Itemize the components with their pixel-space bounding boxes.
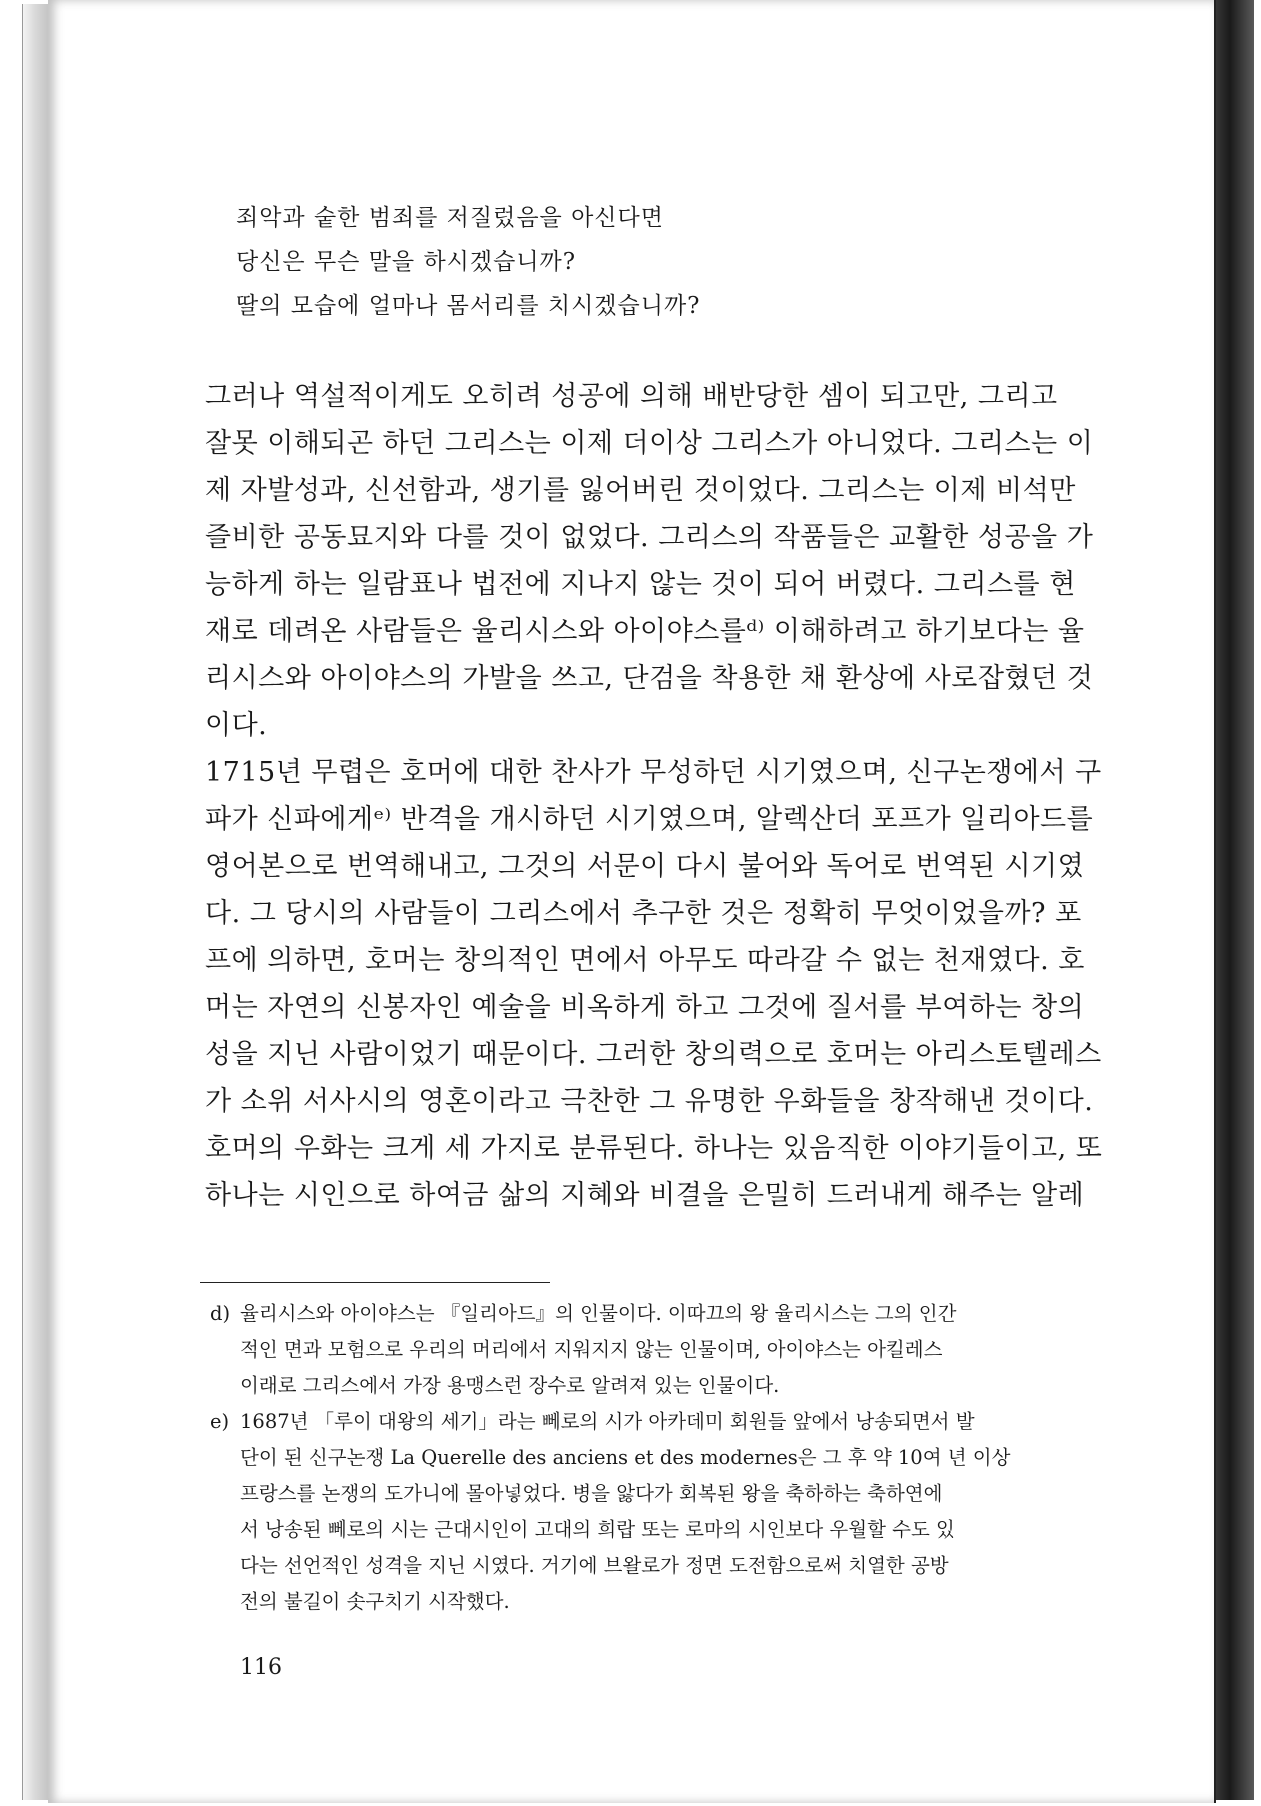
body-line: 프에 의하면, 호머는 창의적인 면에서 아무도 따라갈 수 없는 천재였다. 호: [205, 945, 1085, 976]
body-line: 하나는 시인으로 하여금 삶의 지혜와 비결을 은밀히 드러내게 해주는 알레: [205, 1180, 1085, 1211]
body-paragraphs: [205, 373, 1125, 1219]
book-spine-edge-right: [1214, 0, 1254, 1800]
poem-quote: [236, 196, 701, 328]
footnote-d-line: 이래로 그리스에서 가장 용맹스런 장수로 알려져 있는 인물이다.: [240, 1374, 780, 1397]
body-line: 가 소위 서사시의 영혼이라고 극찬한 그 유명한 우화들을 창작해낸 것이다.: [205, 1086, 1094, 1117]
body-line: 능하게 하는 일람표나 법전에 지나지 않는 것이 되어 버렸다. 그리스를 현: [205, 569, 1076, 600]
footnote-e-line: [210, 1404, 1130, 1440]
body-line: 1715년 무렵은 호머에 대한 찬사가 무성하던 시기였으며, 신구논쟁에서 구: [205, 757, 1102, 788]
footnote-d-line: [210, 1296, 1130, 1332]
footnotes: [210, 1296, 1130, 1620]
body-line: 제 자발성과, 신선함과, 생기를 잃어버린 것이었다. 그리스는 이제 비석만: [205, 475, 1076, 506]
poem-line: 당신은 무슨 말을 하시겠습니까?: [236, 249, 577, 275]
body-line: 영어본으로 번역해내고, 그것의 서문이 다시 불어와 독어로 번역된 시기였: [205, 851, 1085, 882]
footnote-e-line: 단이 된 신구논쟁 La Querelle des anciens et des modernes은 그 후 약 10여 년 이상: [240, 1446, 1011, 1469]
poem-line: 딸의 모습에 얼마나 몸서리를 치시겠습니까?: [236, 293, 701, 319]
footnote-e-line: 다는 선언적인 성격을 지닌 시였다. 거기에 브왈로가 정면 도전함으로써 치열한 공방: [240, 1554, 949, 1577]
body-line: 리시스와 아이야스의 가발을 쓰고, 단검을 착용한 채 환상에 사로잡혔던 것: [205, 663, 1094, 694]
body-line: 호머의 우화는 크게 세 가지로 분류된다. 하나는 있음직한 이야기들이고, 또: [205, 1133, 1103, 1164]
body-line: 이다.: [205, 710, 268, 741]
footnote-e-line: 서 낭송된 뻬로의 시는 근대시인이 고대의 희랍 또는 로마의 시인보다 우월할 수도 있: [240, 1518, 955, 1541]
footnote-text: 율리시스와 아이야스는 『일리아드』의 인물이다. 이따끄의 왕 율리시스는 그의 인간: [240, 1302, 957, 1325]
poem-line: 죄악과 숱한 범죄를 저질렀음을 아신다면: [236, 205, 664, 231]
body-line: 파가 신파에게ᵉ⁾ 반격을 개시하던 시기였으며, 알렉산더 포프가 일리아드를: [205, 804, 1094, 835]
body-line: 성을 지닌 사람이었기 때문이다. 그러한 창의력으로 호머는 아리스토텔레스: [205, 1039, 1102, 1070]
body-line: 잘못 이해되곤 하던 그리스는 이제 더이상 그리스가 아니었다. 그리스는 이: [205, 428, 1094, 459]
footnote-e-line: 프랑스를 논쟁의 도가니에 몰아넣었다. 병을 앓다가 회복된 왕을 축하하는 축하연에: [240, 1482, 943, 1505]
footnote-text: 1687년 「루이 대왕의 세기」라는 뻬로의 시가 아카데미 회원들 앞에서 낭송되면서 발: [240, 1410, 975, 1433]
footnote-label: e): [210, 1410, 230, 1433]
footnote-d-line: 적인 면과 모험으로 우리의 머리에서 지워지지 않는 인물이며, 아이야스는 아킬레스: [240, 1338, 943, 1361]
body-line: 그러나 역설적이게도 오히려 성공에 의해 배반당한 셈이 되고만, 그리고: [205, 381, 1058, 412]
body-line: 재로 데려온 사람들은 율리시스와 아이야스를ᵈ⁾ 이해하려고 하기보다는 율: [205, 616, 1085, 647]
footnote-divider: [200, 1282, 550, 1283]
body-line: 머는 자연의 신봉자인 예술을 비옥하게 하고 그것에 질서를 부여하는 창의: [205, 992, 1085, 1023]
body-line: 즐비한 공동묘지와 다를 것이 없었다. 그리스의 작품들은 교활한 성공을 가: [205, 522, 1094, 553]
footnote-label: d): [210, 1302, 231, 1325]
page-number: 116: [240, 1655, 282, 1680]
body-line: 다. 그 당시의 사람들이 그리스에서 추구한 것은 정확히 무엇이었을까? 포: [205, 898, 1082, 929]
footnote-e-line: 전의 불길이 솟구치기 시작했다.: [240, 1590, 510, 1613]
